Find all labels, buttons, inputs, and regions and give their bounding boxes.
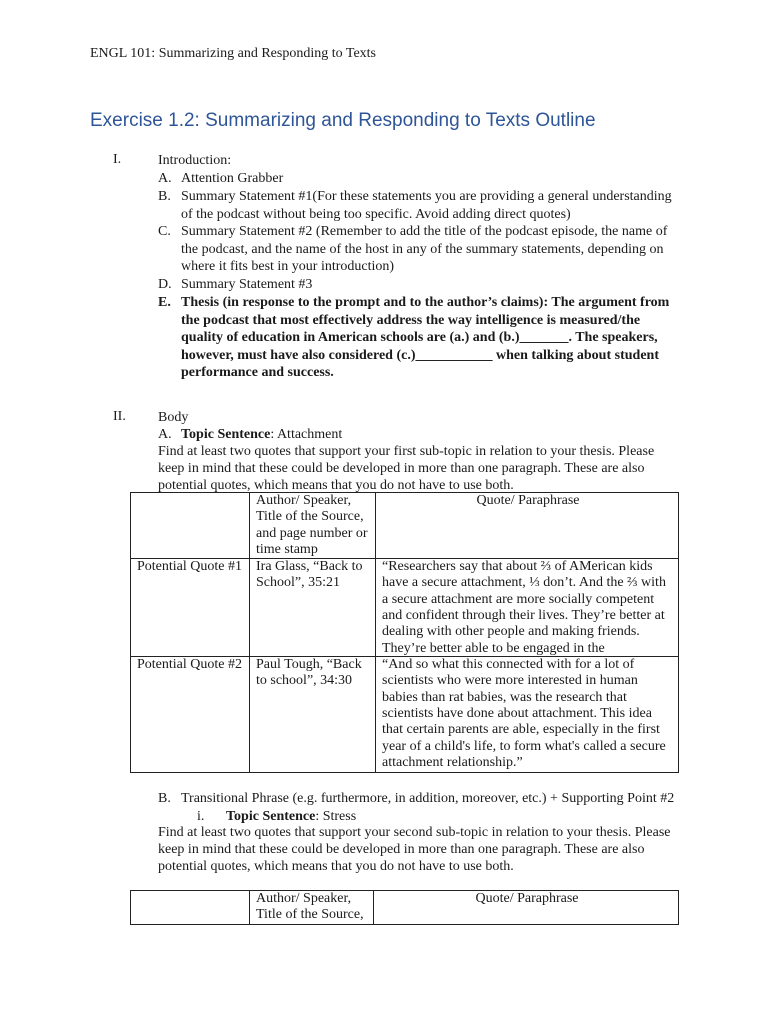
table-header-row xyxy=(131,493,679,559)
table-cell-empty[interactable] xyxy=(131,891,250,925)
instructions-paragraph: Find at least two quotes that support your second sub-topic in relation to your thesis. Please keep in mind that these could be developed in more than one paragraph. These are also potential quotes, which means that you do not have to use both. xyxy=(158,825,671,875)
row-label[interactable]: Potential Quote #2 xyxy=(131,657,250,773)
topic-sentence-label: Topic Sentence xyxy=(226,809,316,824)
list-label: E. xyxy=(158,295,171,310)
list-item xyxy=(158,188,678,223)
topic-sentence-value: : Stress xyxy=(315,809,357,824)
list-label: B. xyxy=(158,189,171,204)
topic-sentence-label: Topic Sentence xyxy=(181,427,271,442)
table-row xyxy=(131,559,679,657)
row-quote[interactable]: “Researchers say that about ⅔ of AMerican kids have a secure attachment, ⅓ don’t. And the ⅔ with a secure attachment are more socially competent and confident through their lives. They’re better at dealing with other people and making friends. They’re better able to be engaged in the xyxy=(376,559,679,657)
thesis-text: Thesis (in response to the prompt and to the author’s claims): The argument from the podcast that most effectively address the way intelligence is measured/the quality of education in American schools are (a.) and (b.)_______. The speakers, however, must have also considered (c.)___________ when talking about student performance and success. xyxy=(181,295,670,381)
list-text: Summary Statement #3 xyxy=(181,277,313,292)
table-header-author[interactable]: Author/ Speaker, Title of the Source, and page number or time stamp xyxy=(250,493,376,559)
row-quote[interactable]: “And so what this connected with for a lot of scientists who were more interested in human babies than rat babies, was the research that scientists have done about attachment. This idea that certain parents are able, especially in the first year of a child's life, to form what's called a secure attachment relationship.” xyxy=(376,657,679,773)
section-numeral: II. xyxy=(113,409,126,424)
table-row xyxy=(131,657,679,773)
table-header-quote[interactable]: Quote/ Paraphrase xyxy=(374,891,679,925)
section-heading: Introduction: xyxy=(158,153,232,168)
list-item xyxy=(158,276,678,294)
row-author[interactable]: Ira Glass, “Back to School”, 35:21 xyxy=(250,559,376,657)
page-header: ENGL 101: Summarizing and Responding to Texts xyxy=(90,46,376,61)
list-item xyxy=(158,790,678,808)
row-label[interactable]: Potential Quote #1 xyxy=(131,559,250,657)
table-header-author[interactable]: Author/ Speaker, Title of the Source, xyxy=(250,891,374,925)
table-cell-empty[interactable] xyxy=(131,493,250,559)
instructions-paragraph: Find at least two quotes that support your first sub-topic in relation to your thesis. Please keep in mind that these could be developed in more than one paragraph. These are also potential quotes, which means that you do not have to use both. xyxy=(158,444,655,494)
list-text: Summary Statement #2 (Remember to add the title of the podcast episode, the name of the podcast, and the name of the host in any of the summary statements, depending on where it fits best in your introduction) xyxy=(181,224,668,275)
table-header-row xyxy=(131,891,679,925)
topic-sentence-value: : Attachment xyxy=(270,427,343,442)
quote-table xyxy=(130,890,679,925)
sub-list-label: i. xyxy=(197,809,205,824)
list-text: Transitional Phrase (e.g. furthermore, in addition, moreover, etc.) + Supporting Point #2 xyxy=(181,791,675,806)
list-label: A. xyxy=(158,427,172,442)
topic-sentence xyxy=(226,808,356,826)
list-label: D. xyxy=(158,277,172,292)
page-title: Exercise 1.2: Summarizing and Responding to Texts Outline xyxy=(90,110,596,131)
table-header-quote[interactable]: Quote/ Paraphrase xyxy=(376,493,679,559)
list-text: Summary Statement #1(For these statements you are providing a general understanding of the podcast without being too specific. Avoid adding direct quotes) xyxy=(181,189,672,222)
list-label: C. xyxy=(158,224,171,239)
list-label: B. xyxy=(158,791,171,806)
list-item xyxy=(158,426,678,444)
section-numeral: I. xyxy=(113,152,122,167)
list-text: Attention Grabber xyxy=(181,171,284,186)
quote-table xyxy=(130,492,679,773)
list-item xyxy=(158,223,678,276)
list-label: A. xyxy=(158,171,172,186)
list-item xyxy=(158,170,678,188)
row-author[interactable]: Paul Tough, “Back to school”, 34:30 xyxy=(250,657,376,773)
thesis-item xyxy=(158,294,678,382)
section-heading: Body xyxy=(158,410,189,425)
